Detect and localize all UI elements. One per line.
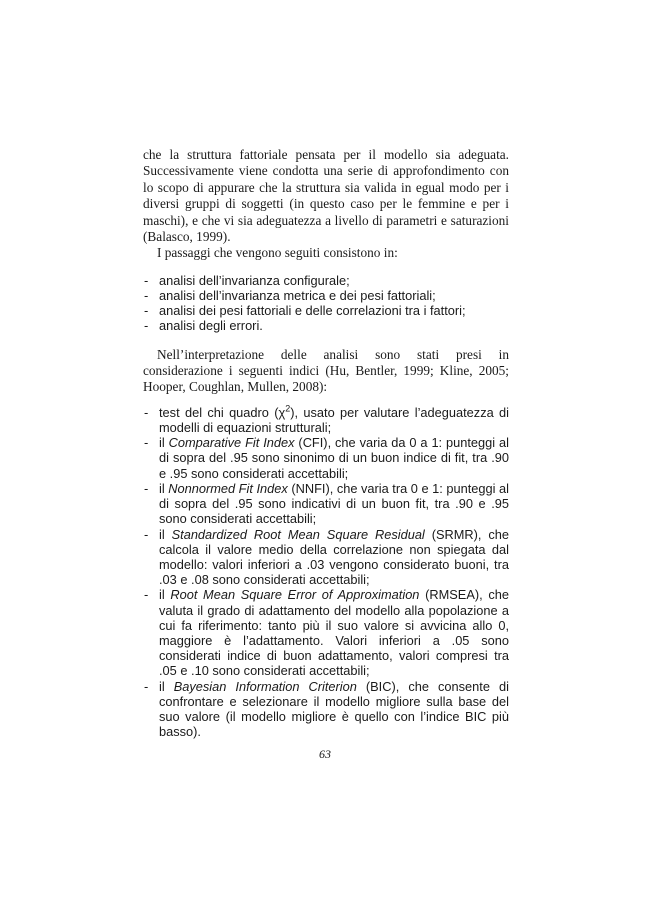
list-item (143, 318, 509, 333)
dash-bullet: - (144, 318, 149, 334)
list-item-text: Bayesian Information Criterion (173, 678, 357, 694)
dash-bullet: - (144, 272, 149, 288)
paragraph-indices-intro: Nell’interpretazione delle analisi sono stati presi in considerazione i seguenti indici (Hu, Bentler, 1999; Kline, 2005; Hooper, Coughlan, Mullen, 2008): (143, 346, 509, 395)
list-item (143, 303, 509, 318)
dash-bullet: - (144, 526, 149, 542)
list-item-text: il (159, 480, 169, 496)
list-item-text: il (159, 526, 172, 542)
dash-bullet: - (144, 587, 149, 603)
list-item-text: il (159, 435, 169, 451)
list-item (143, 405, 509, 435)
list-item-text: Standardized Root Mean Square Residual (171, 526, 425, 542)
dash-bullet: - (144, 404, 149, 420)
list-item-text: 2 (285, 403, 291, 414)
list-item (143, 527, 509, 588)
list-item-text: ), usato per valutare l’adeguatezza di modelli di equazioni strutturali; (159, 404, 510, 436)
list-item-text: (RMSEA), che valuta il grado di adattamento del modello alla popolazione a cui fa riferimento: tanto più il suo valore si avvicina allo 0, maggiore è l’adattamento. Valori inferiori a .05 sono considerati indice di buon adattamento, valori compresi tra .05 e .10 sono considerati accettabili; (159, 587, 509, 679)
paragraph-intro: che la struttura fattoriale pensata per il modello sia adeguata. Successivamente viene condotta una serie di approfondimento con lo scopo di appurare che la struttura sia valida in egual modo per i diversi gruppi di soggetti (in questo caso per le femmine e per i maschi), e che vi sia adeguatezza a livello di parametri e saturazioni (Balasco, 1999). (143, 147, 509, 245)
list-item-text: analisi dell’invarianza metrica e dei pesi fattoriali; (159, 288, 436, 304)
list-item (143, 481, 509, 527)
dash-bullet: - (144, 288, 149, 304)
dash-bullet: - (144, 678, 149, 694)
fit-indices-list (143, 405, 509, 739)
list-item-text: Nonnormed Fit Index (168, 480, 288, 496)
list-item-text: il (159, 678, 174, 694)
analysis-steps-list (143, 273, 509, 334)
text-block (143, 147, 509, 739)
list-item (143, 273, 509, 288)
page-number: 63 (319, 747, 331, 761)
list-item (143, 435, 509, 481)
list-item-text: (CFI), che varia da 0 a 1: punteggi al di sopra del .95 sono sinonimo di un buon indice di fit, tra .90 e .95 sono considerati accettabili; (159, 435, 509, 481)
paragraph-steps-intro: I passaggi che vengono seguiti consistono in: (157, 245, 398, 261)
list-item-text: il (159, 587, 171, 603)
list-item-text: (SRMR), che calcola il valore medio della correlazione non spiegata dal modello: valori inferiori a .03 vengono considerato buoni, tra .03 e .08 sono considerati accettabili; (159, 526, 509, 588)
list-item (143, 288, 509, 303)
list-item-text: analisi dei pesi fattoriali e delle correlazioni tra i fattori; (159, 303, 466, 319)
list-item-text: (NNFI), che varia tra 0 e 1: punteggi al di sopra del .95 sono indicativi di un buon fit, tra .90 e .95 sono considerati accettabili; (159, 480, 510, 527)
dash-bullet: - (144, 480, 149, 496)
list-item-text: (BIC), che consente di confrontare e selezionare il modello migliore sulla base del suo valore (il modello migliore è quello con l’indice BIC più basso). (159, 678, 509, 740)
list-item-text: analisi degli errori. (159, 318, 263, 334)
list-item (143, 587, 509, 678)
dash-bullet: - (144, 303, 149, 319)
list-item (143, 679, 509, 740)
dash-bullet: - (144, 435, 149, 451)
list-item-text: test del chi quadro (χ (159, 404, 286, 420)
list-item-text: Root Mean Square Error of Approximation (170, 587, 420, 603)
list-item-text: analisi dell’invarianza configurale; (159, 272, 350, 288)
list-item-text: Comparative Fit Index (168, 435, 295, 451)
